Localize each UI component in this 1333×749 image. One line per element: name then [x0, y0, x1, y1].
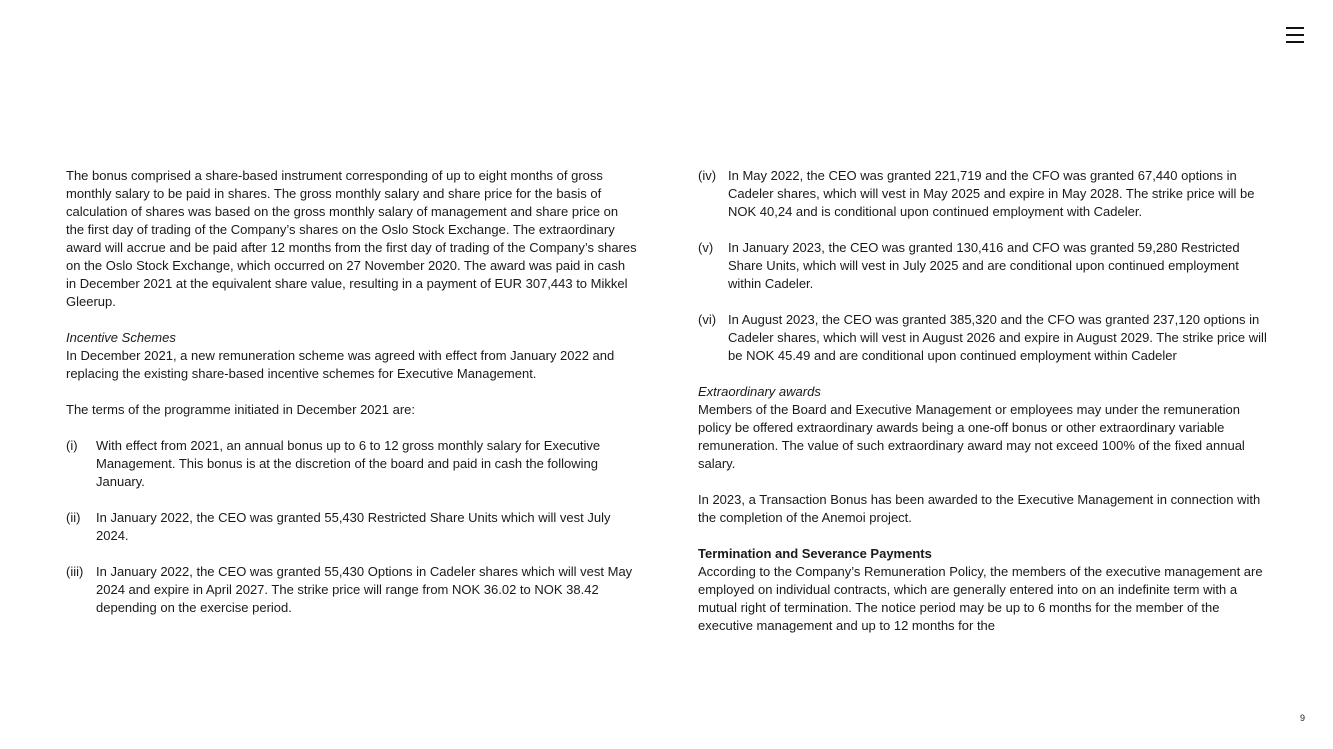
right-column: [698, 167, 1270, 635]
list-item-text: In January 2022, the CEO was granted 55,430 Options in Cadeler shares which will vest May 2024 and expire in April 2027. The strike price will range from NOK 36.02 to NOK 38.42 depending on the exercise period.: [96, 564, 633, 615]
left-column: [66, 167, 638, 617]
termination-paragraph: According to the Company’s Remuneration Policy, the members of the executive management are employed on individual contracts, which are generally entered into on an indefinite term with a mutual right of termination. The notice period may be up to 6 months for the member of the executive management and up to 12 months for the: [698, 564, 1263, 633]
list-item: [66, 509, 638, 545]
hamburger-menu-icon[interactable]: [1286, 27, 1306, 45]
list-item-text: In May 2022, the CEO was granted 221,719 and the CFO was granted 67,440 options in Cadeler shares, which will vest in May 2025 and expire in May 2028. The strike price will be NOK 40,24 and is conditional upon continued employment with Cadeler.: [728, 168, 1255, 219]
list-item-number: (v): [698, 240, 714, 255]
list-item-text: In August 2023, the CEO was granted 385,320 and the CFO was granted 237,120 options in Cadeler shares, which will vest in August 2026 and expire in August 2029. The strike price will be NOK 45.49 and are conditional upon continued employment within Cadeler: [728, 312, 1267, 363]
extraordinary-awards-heading: Extraordinary awards: [698, 384, 821, 399]
list-item: [698, 311, 1270, 365]
list-item-text: With effect from 2021, an annual bonus up to 6 to 12 gross monthly salary for Executive Management. This bonus is at the discretion of the board and paid in cash the following: [96, 438, 601, 471]
menu-bar-top: [1286, 27, 1304, 29]
list-item-text: In January 2023, the CEO was granted 130,416 and CFO was granted 59,280 Restricted Share Units, which will vest in July 2025 and are conditional upon continued employment within Cadeler.: [728, 240, 1240, 291]
incentive-schemes-paragraph: In December 2021, a new remuneration scheme was agreed with effect from January 2022 and replacing the existing share-based incentive schemes for Executive Management.: [66, 348, 615, 381]
list-item: [66, 563, 638, 617]
list-item-number: (vi): [698, 312, 717, 327]
incentive-schemes-heading: Incentive Schemes: [66, 330, 176, 345]
extraordinary-awards-paragraph: Members of the Board and Executive Management or employees may under the remuneration policy be offered extraordinary awards being a one-off bonus or other extraordinary variable remuneration. The value of such extraordinary award may not exceed 100% of the fixed annual salary.: [698, 402, 1245, 471]
list-item-number: (iii): [66, 564, 84, 579]
terms-intro: The terms of the programme initiated in December 2021 are:: [66, 402, 416, 417]
transaction-bonus-paragraph: In 2023, a Transaction Bonus has been awarded to the Executive Management in connection with the completion of the Anemoi project.: [698, 492, 1261, 525]
list-item: [698, 239, 1270, 293]
list-item-number: (i): [66, 438, 78, 453]
list-item-number: (iv): [698, 168, 717, 183]
termination-heading: Termination and Severance Payments: [698, 546, 932, 561]
list-item-text: In January 2022, the CEO was granted 55,430 Restricted Share Units which will vest July 2024.: [96, 510, 611, 543]
menu-bar-bottom: [1286, 41, 1304, 43]
bonus-paragraph: The bonus comprised a share-based instrument corresponding of up to eight months of gross monthly salary to be paid in shares. The gross monthly salary and share price for the basis of calculation of shares was based on the gross monthly salary of management and share price on the first day of trading of the Company’s shares on the Oslo Stock Exchange. The extraordinary award will accrue and be paid after 12 months from the first day of trading of the Company’s shares on the Oslo Stock Exchange, which occurred on 27 November 2020. The award was paid in cash in December 2021 at the equivalent share value, resulting in a payment of EUR 307,443 to Mikkel Gleerup.: [66, 168, 637, 309]
page-number: 9: [1300, 713, 1306, 723]
menu-bar-middle: [1286, 34, 1304, 36]
list-item-text-continued: January.: [96, 474, 145, 489]
list-item: [698, 167, 1270, 221]
list-item: [66, 437, 638, 491]
list-item-number: (ii): [66, 510, 81, 525]
